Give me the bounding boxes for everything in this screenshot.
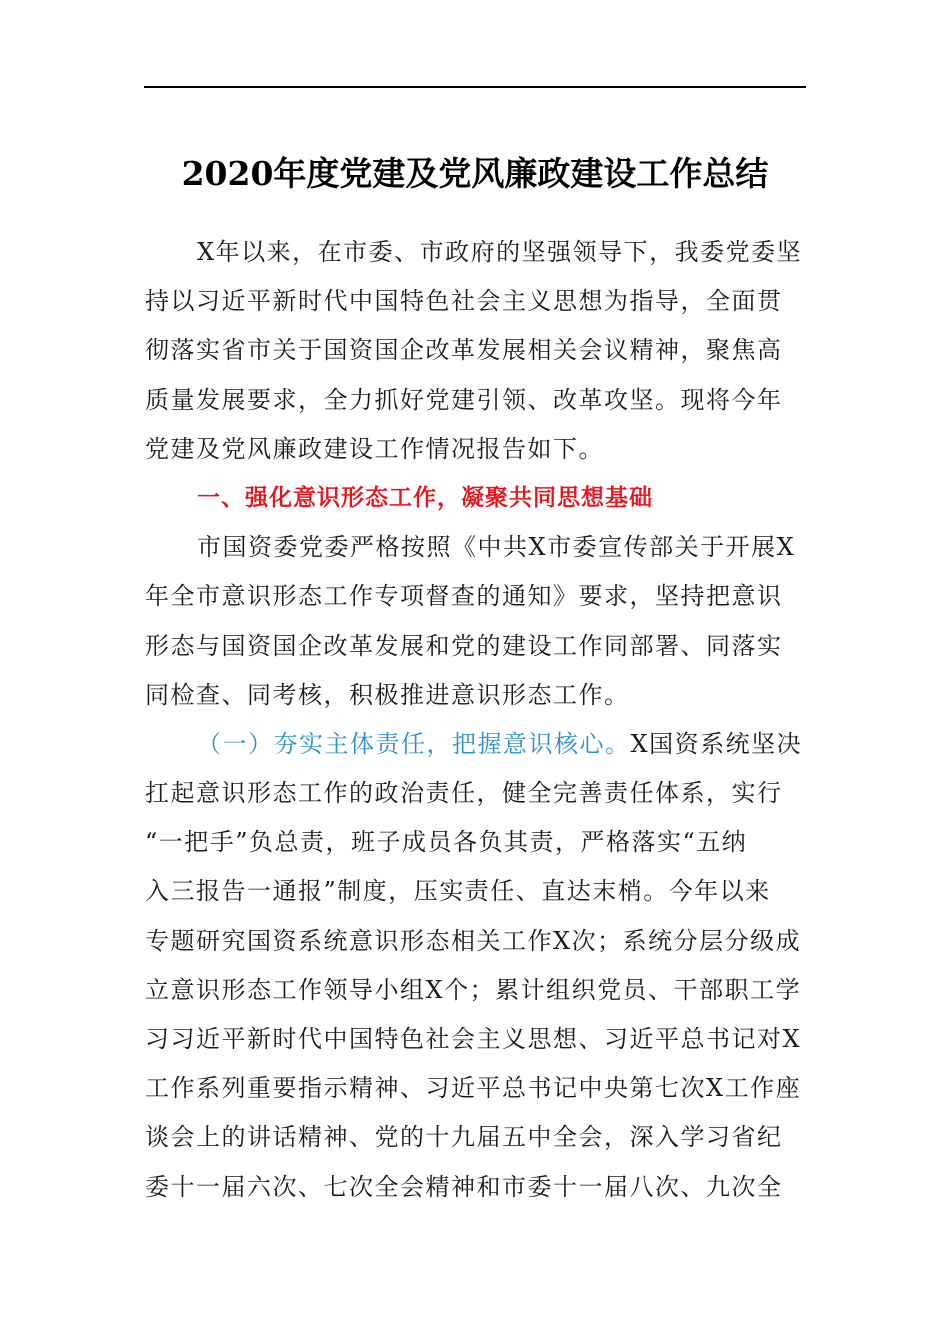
section-heading: 一、强化意识形态工作，凝聚共同思想基础 [197, 484, 653, 511]
section-line: 市国资委党委严格按照《中共X市委宣传部关于开展X [197, 533, 796, 562]
section-line: 形态与国资国企改革发展和党的建设工作同部署、同落实 [145, 631, 783, 660]
section-line: 同检查、同考核，积极推进意识形态工作。 [145, 680, 630, 709]
subsection-line: 委十一届六次、七次全会精神和市委十一届八次、九次全 [145, 1172, 783, 1201]
document-body [145, 228, 807, 1212]
subsection-line: 工作系列重要指示精神、习近平总书记中央第七次X工作座 [145, 1074, 802, 1103]
intro-line: 质量发展要求，全力抓好党建引领、改革攻坚。现将今年 [145, 385, 783, 414]
document-title: 2020年度党建及党风廉政建设工作总结 [181, 154, 769, 193]
intro-line: X年以来，在市委、市政府的坚强领导下，我委党委坚 [197, 238, 803, 266]
subsection-heading: （一）夯实主体责任，把握意识核心。 [197, 729, 631, 758]
subsection-line: 谈会上的讲话精神、党的十九届五中全会，深入学习省纪 [145, 1123, 783, 1152]
intro-line: 持以习近平新时代中国特色社会主义思想为指导，全面贯 [145, 287, 783, 316]
subsection-line: 入三报告一通报”制度，压实责任、直达末梢。今年以来 [145, 877, 771, 906]
subsection-first-line [145, 720, 807, 769]
subsection-first-line-rest: X国资系统坚决 [630, 729, 803, 758]
subsection-line: 专题研究国资系统意识形态相关工作X次；系统分层分级成 [145, 926, 802, 955]
subsection-line: 扛起意识形态工作的政治责任，健全完善责任体系，实行 [145, 779, 783, 808]
section-line: 年全市意识形态工作专项督查的通知》要求，坚持把意识 [145, 582, 783, 611]
intro-line: 党建及党风廉政建设工作情况报告如下。 [145, 434, 604, 463]
subsection-line: 立意识形态工作领导小组X个；累计组织党员、干部职工学 [145, 975, 802, 1004]
subsection-line: “一把手”负总责，班子成员各负其责，严格落实“五纳 [145, 828, 748, 857]
subsection-line: 习习近平新时代中国特色社会主义思想、习近平总书记对X [145, 1025, 802, 1053]
intro-line: 彻落实省市关于国资国企改革发展相关会议精神，聚焦高 [145, 336, 783, 365]
header-rule [144, 86, 806, 88]
